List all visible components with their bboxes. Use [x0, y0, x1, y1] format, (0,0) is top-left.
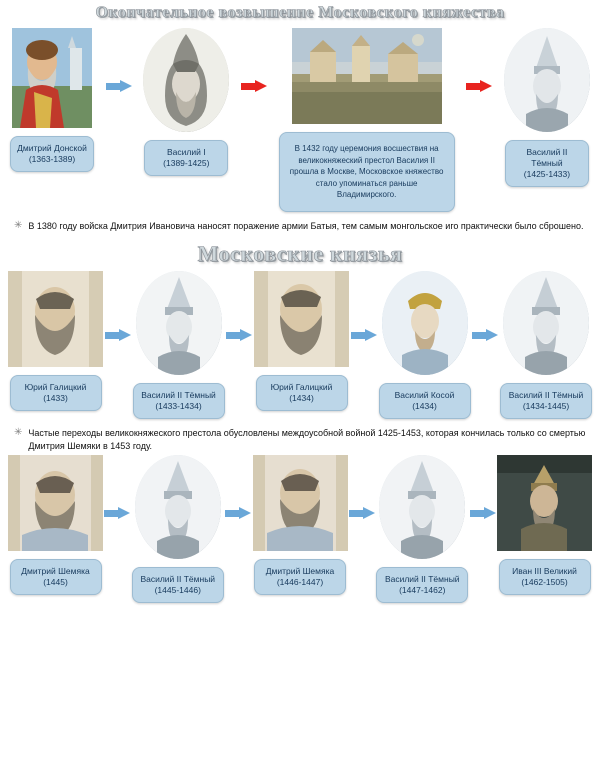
- bullet-icon: ✳: [14, 219, 23, 231]
- figure-vasily-2-1445[interactable]: [132, 455, 224, 603]
- title-bar: [0, 0, 600, 22]
- label-years: (1433-1434): [155, 401, 202, 412]
- timeline-row-3: [0, 455, 600, 603]
- label-name: Василий II Тёмный: [384, 574, 460, 585]
- portrait-yuri-galitsky: [8, 271, 103, 367]
- portrait-vasily-kosoy: [382, 271, 468, 375]
- portrait-vasily-2-temny: [135, 455, 221, 559]
- label-years: (1434): [412, 401, 437, 412]
- label-years: (1389-1425): [163, 158, 210, 169]
- caption-vasily-2-1433: [133, 383, 225, 419]
- arrow-right-icon: [472, 329, 498, 342]
- label-years: (1433): [43, 393, 68, 404]
- portrait-ivan-3: [497, 455, 592, 551]
- label-years: (1445-1446): [154, 585, 201, 596]
- portrait-vasily-2-temny: [504, 28, 590, 132]
- portrait-dmitry-donskoy: [12, 28, 92, 128]
- figure-dmitry-shemyaka-1445[interactable]: [8, 455, 103, 595]
- figure-dmitry-shemyaka-1446[interactable]: [253, 455, 348, 595]
- caption-ivan-3: [499, 559, 591, 595]
- note-2: [0, 419, 600, 455]
- label-name: Василий II Тёмный: [526, 147, 568, 169]
- arrow-right-icon: [470, 507, 496, 520]
- timeline-row-1: [0, 22, 600, 212]
- label-years: (1363-1389): [28, 154, 76, 165]
- label-name: Василий II Тёмный: [508, 390, 584, 401]
- figure-note-1432: [279, 28, 455, 212]
- label-years: (1445): [43, 577, 68, 588]
- label-name: Дмитрий Шемяка: [21, 566, 90, 577]
- label-years: (1425-1433): [523, 169, 571, 180]
- arrow-right-icon: [351, 329, 377, 342]
- portrait-vasily-2-temny: [503, 271, 589, 375]
- arrow-7: [472, 329, 498, 342]
- label-name: Дмитрий Шемяка: [265, 566, 335, 577]
- caption-dmitry-donskoy: [10, 136, 94, 172]
- label-name: Юрий Галицкий: [270, 382, 333, 393]
- section-title-bar: [0, 235, 600, 271]
- portrait-moscow-kremlin: [292, 28, 442, 124]
- label-name: Василий Косой: [394, 390, 455, 401]
- caption-vasily-2-1447: [376, 567, 468, 603]
- arrow-right-icon: [241, 80, 267, 93]
- arrow-6: [351, 329, 377, 342]
- page-title: Окончательное возвышение Московского княжества: [95, 4, 505, 21]
- arrow-right-icon: [226, 329, 252, 342]
- label-name: Иван III Великий: [512, 566, 577, 577]
- arrow-8: [104, 507, 130, 520]
- portrait-vasily-1: [143, 28, 229, 132]
- caption-vasily-1: [144, 140, 228, 176]
- caption-vasily-2-temny-1425: [505, 140, 589, 187]
- arrow-3: [466, 80, 492, 93]
- label-years: (1447-1462): [399, 585, 446, 596]
- label-years: (1434): [289, 393, 314, 404]
- arrow-10: [349, 507, 375, 520]
- label-name: Василий I: [167, 147, 206, 157]
- label-name: Василий II Тёмный: [141, 390, 216, 401]
- arrow-9: [225, 507, 251, 520]
- label-name: Юрий Галицкий: [24, 382, 87, 393]
- arrow-5: [226, 329, 252, 342]
- arrow-right-icon: [104, 507, 130, 520]
- caption-note-1432: В 1432 году церемония восшествия на великокняжеский престол Василия II прошла в Москве, Московское княжество стало упоминаться раньше Владимирского.: [279, 132, 455, 212]
- figure-yuri-galitsky-1433[interactable]: [8, 271, 103, 411]
- caption-dmitry-shemyaka-1446: [254, 559, 346, 595]
- label-years: (1446-1447): [276, 577, 324, 588]
- arrow-right-icon: [466, 80, 492, 93]
- arrow-right-icon: [349, 507, 375, 520]
- caption-yuri-galitsky-1434: [256, 375, 348, 411]
- caption-yuri-galitsky-1433: [10, 375, 102, 411]
- figure-vasily-2-1434[interactable]: [500, 271, 592, 419]
- caption-dmitry-shemyaka-1445: [10, 559, 102, 595]
- figure-dmitry-donskoy[interactable]: [10, 28, 94, 172]
- arrow-1: [106, 80, 132, 93]
- figure-vasily-kosoy[interactable]: [379, 271, 471, 419]
- portrait-vasily-2-temny: [379, 455, 465, 559]
- arrow-right-icon: [106, 80, 132, 93]
- figure-ivan-3[interactable]: [497, 455, 592, 595]
- arrow-right-icon: [225, 507, 251, 520]
- bullet-icon: ✳: [14, 427, 23, 439]
- label-name: Василий II Тёмный: [140, 574, 216, 585]
- figure-yuri-galitsky-1434[interactable]: [254, 271, 349, 411]
- figure-vasily-2-temny-1425[interactable]: [504, 28, 590, 187]
- figure-vasily-2-1433[interactable]: [133, 271, 225, 419]
- section-title: Московские князья: [197, 241, 403, 267]
- portrait-yuri-galitsky: [254, 271, 349, 367]
- portrait-dmitry-shemyaka: [253, 455, 348, 551]
- note-1-text: В 1380 году войска Дмитрия Ивановича наносят поражение армии Батыя, тем самым монгольское иго практически было сброшено.: [28, 220, 584, 231]
- arrow-2: [241, 80, 267, 93]
- arrow-4: [105, 329, 131, 342]
- note-2-text: Частые переходы великокняжеского престола обусловлены междоусобной войной 1425-1453, которая кончилась только со смертью Дмитрия Шемяки в 1453 году.: [28, 428, 586, 452]
- figure-vasily-2-1447[interactable]: [376, 455, 468, 603]
- figure-vasily-1[interactable]: [143, 28, 229, 176]
- portrait-dmitry-shemyaka: [8, 455, 103, 551]
- timeline-row-2: [0, 271, 600, 419]
- caption-vasily-2-1445: [132, 567, 224, 603]
- note-1: [0, 212, 600, 235]
- portrait-vasily-2-temny: [136, 271, 222, 375]
- caption-vasily-kosoy: [379, 383, 471, 419]
- label-name: Дмитрий Донской: [17, 143, 87, 153]
- arrow-right-icon: [105, 329, 131, 342]
- label-years: (1462-1505): [521, 577, 568, 588]
- label-years: (1434-1445): [522, 401, 570, 412]
- arrow-11: [470, 507, 496, 520]
- caption-vasily-2-1434: [500, 383, 592, 419]
